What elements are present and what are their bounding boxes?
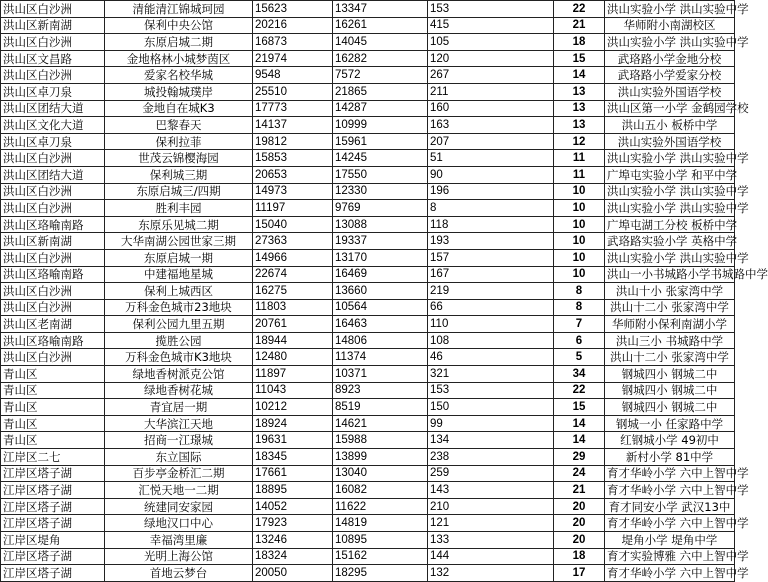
district-cell: 洪山区白沙洲 [1,349,105,366]
table-row [1,266,735,283]
average-price-cell: 15988 [333,432,428,449]
rank-cell: 8 [554,283,605,300]
school-district-cell: 广埠屯湖工分校 板桥中学 [605,216,735,233]
rank-cell: 24 [554,465,605,482]
rank-cell: 20 [554,532,605,549]
table-row [1,299,735,316]
listing-price-cell: 14052 [253,498,333,515]
listing-price-cell: 12480 [253,349,333,366]
rank-cell: 10 [554,233,605,250]
average-price-cell: 8923 [333,382,428,399]
table-row [1,532,735,549]
table-row [1,200,735,217]
rank-cell: 22 [554,382,605,399]
listing-price-cell: 20216 [253,17,333,34]
rank-cell: 13 [554,83,605,100]
community-name-cell: 中建福地星城 [105,266,253,283]
community-name-cell: 青宜居一期 [105,399,253,416]
community-name-cell: 保利城三期 [105,166,253,183]
listing-count-cell: 196 [428,183,554,200]
rank-cell: 18 [554,548,605,565]
community-name-cell: 东立国际 [105,449,253,466]
average-price-cell: 13170 [333,249,428,266]
average-price-cell: 14245 [333,150,428,167]
listing-price-cell: 17923 [253,515,333,532]
district-cell: 洪山区白沙洲 [1,183,105,200]
table-row [1,233,735,250]
listing-price-cell: 19631 [253,432,333,449]
listing-count-cell: 210 [428,498,554,515]
listing-count-cell: 259 [428,465,554,482]
listing-price-cell: 14973 [253,183,333,200]
rank-cell: 14 [554,67,605,84]
school-district-cell: 洪山实验小学 洪山实验中学 [605,34,735,51]
table-row [1,498,735,515]
average-price-cell: 17550 [333,166,428,183]
community-name-cell: 胜利丰园 [105,200,253,217]
table-row [1,565,735,582]
listing-count-cell: 167 [428,266,554,283]
community-name-cell: 大华滨江天地 [105,415,253,432]
table-row [1,349,735,366]
school-district-cell: 洪山实验小学 洪山实验中学 [605,200,735,217]
listing-count-cell: 66 [428,299,554,316]
community-name-cell: 绿地汉口中心 [105,515,253,532]
listing-count-cell: 134 [428,432,554,449]
district-cell: 江岸区塔子湖 [1,548,105,565]
community-name-cell: 东原启城一期 [105,249,253,266]
listing-price-cell: 10212 [253,399,333,416]
community-name-cell: 万科金色城市K3地块 [105,349,253,366]
rank-cell: 10 [554,216,605,233]
listing-price-cell: 11897 [253,366,333,383]
district-cell: 洪山区珞喻南路 [1,332,105,349]
average-price-cell: 21865 [333,83,428,100]
average-price-cell: 14819 [333,515,428,532]
community-name-cell: 东原乐见城二期 [105,216,253,233]
average-price-cell: 7572 [333,67,428,84]
district-cell: 青山区 [1,415,105,432]
listing-price-cell: 15623 [253,1,333,18]
average-price-cell: 16082 [333,482,428,499]
community-name-cell: 万科金色城市23地块 [105,299,253,316]
listing-count-cell: 144 [428,548,554,565]
average-price-cell: 15162 [333,548,428,565]
rank-cell: 12 [554,133,605,150]
community-name-cell: 大华南湖公园世家三期 [105,233,253,250]
listing-price-cell: 16873 [253,34,333,51]
listing-count-cell: 267 [428,67,554,84]
district-cell: 青山区 [1,366,105,383]
average-price-cell: 12330 [333,183,428,200]
listing-price-cell: 11197 [253,200,333,217]
rank-cell: 18 [554,34,605,51]
listing-price-cell: 20761 [253,316,333,333]
listing-price-cell: 22674 [253,266,333,283]
table-row [1,399,735,416]
community-name-cell: 幸福湾里廉 [105,532,253,549]
average-price-cell: 14621 [333,415,428,432]
average-price-cell: 13660 [333,283,428,300]
average-price-cell: 10564 [333,299,428,316]
district-cell: 洪山区白沙洲 [1,299,105,316]
rank-cell: 14 [554,432,605,449]
school-district-cell: 洪山十二小 张家湾中学 [605,299,735,316]
table-row [1,548,735,565]
community-name-cell: 巴黎春天 [105,117,253,134]
school-district-cell: 育才同安小学 武汉13中 [605,498,735,515]
district-cell: 洪山区白沙洲 [1,283,105,300]
community-name-cell: 保利公园九里五期 [105,316,253,333]
listing-price-cell: 27363 [253,233,333,250]
school-district-cell: 武珞路实验小学 英格中学 [605,233,735,250]
listing-price-cell: 18944 [253,332,333,349]
community-name-cell: 保利拉菲 [105,133,253,150]
table-row [1,382,735,399]
listing-price-cell: 21974 [253,50,333,67]
listing-count-cell: 160 [428,100,554,117]
district-cell: 洪山区团结大道 [1,100,105,117]
district-cell: 江岸区二七 [1,449,105,466]
listing-count-cell: 207 [428,133,554,150]
school-district-cell: 洪山十二小 张家湾中学 [605,349,735,366]
listing-price-cell: 18324 [253,548,333,565]
school-district-cell: 洪山实验外国语学校 [605,133,735,150]
listing-price-cell: 19812 [253,133,333,150]
school-district-cell: 华师附小南湖校区 [605,17,735,34]
listing-price-cell: 25510 [253,83,333,100]
table-row [1,133,735,150]
listing-price-cell: 13246 [253,532,333,549]
school-district-cell: 洪山实验小学 洪山实验中学 [605,1,735,18]
listing-count-cell: 105 [428,34,554,51]
average-price-cell: 14287 [333,100,428,117]
listing-count-cell: 153 [428,382,554,399]
listing-count-cell: 110 [428,316,554,333]
school-district-cell: 育才华岭小学 六中上智中学 [605,565,735,582]
school-district-cell: 武珞路小学爱家分校 [605,67,735,84]
district-cell: 江岸区塔子湖 [1,515,105,532]
listing-count-cell: 415 [428,17,554,34]
rank-cell: 11 [554,150,605,167]
rank-cell: 5 [554,349,605,366]
school-district-cell: 育才华岭小学 六中上智中学 [605,465,735,482]
district-cell: 洪山区白沙洲 [1,200,105,217]
rank-cell: 29 [554,449,605,466]
table-row [1,117,735,134]
school-district-cell: 育才实验博雅 六中上智中学 [605,548,735,565]
average-price-cell: 10371 [333,366,428,383]
school-district-cell: 洪山五小 板桥中学 [605,117,735,134]
listing-count-cell: 8 [428,200,554,217]
rank-cell: 21 [554,17,605,34]
average-price-cell: 8519 [333,399,428,416]
district-cell: 洪山区白沙洲 [1,249,105,266]
listing-price-cell: 18895 [253,482,333,499]
table-row [1,249,735,266]
district-cell: 洪山区白沙洲 [1,1,105,18]
listing-count-cell: 121 [428,515,554,532]
rank-cell: 6 [554,332,605,349]
rank-cell: 15 [554,50,605,67]
district-cell: 洪山区新南湖 [1,233,105,250]
listing-count-cell: 163 [428,117,554,134]
school-district-cell: 洪山实验小学 洪山实验中学 [605,183,735,200]
district-cell: 青山区 [1,382,105,399]
average-price-cell: 11374 [333,349,428,366]
listing-price-cell: 18924 [253,415,333,432]
rank-cell: 21 [554,482,605,499]
community-name-cell: 首地云梦台 [105,565,253,582]
listing-count-cell: 120 [428,50,554,67]
listing-price-cell: 11043 [253,382,333,399]
community-name-cell: 绿地香树花城 [105,382,253,399]
school-district-cell: 广埠屯实验小学 和平中学 [605,166,735,183]
school-district-cell: 洪山三小 书城路中学 [605,332,735,349]
listing-count-cell: 193 [428,233,554,250]
rank-cell: 14 [554,415,605,432]
community-name-cell: 爱家名校华城 [105,67,253,84]
district-cell: 洪山区文化大道 [1,117,105,134]
table-row [1,166,735,183]
school-district-cell: 育才华岭小学 六中上智中学 [605,515,735,532]
table-row [1,332,735,349]
average-price-cell: 10895 [333,532,428,549]
listing-count-cell: 157 [428,249,554,266]
community-name-cell: 清能清江锦城珂园 [105,1,253,18]
table-row [1,283,735,300]
community-name-cell: 保利中央公馆 [105,17,253,34]
district-cell: 洪山区白沙洲 [1,150,105,167]
table-row [1,34,735,51]
rank-cell: 10 [554,266,605,283]
table-row [1,482,735,499]
listing-count-cell: 46 [428,349,554,366]
average-price-cell: 10999 [333,117,428,134]
community-name-cell: 统建同安家园 [105,498,253,515]
district-cell: 洪山区白沙洲 [1,67,105,84]
average-price-cell: 18295 [333,565,428,582]
district-cell: 江岸区堤角 [1,532,105,549]
community-name-cell: 金地格林小城梦茵区 [105,50,253,67]
school-district-cell: 钢城一小 任家路中学 [605,415,735,432]
district-cell: 江岸区塔子湖 [1,482,105,499]
listing-count-cell: 321 [428,366,554,383]
school-district-cell: 洪山十小 张家湾中学 [605,283,735,300]
table-row [1,316,735,333]
school-district-cell: 新村小学 81中学 [605,449,735,466]
community-name-cell: 东原启城二期 [105,34,253,51]
average-price-cell: 11622 [333,498,428,515]
average-price-cell: 9769 [333,200,428,217]
district-cell: 洪山区老南湖 [1,316,105,333]
listing-count-cell: 51 [428,150,554,167]
rank-cell: 10 [554,183,605,200]
table-body [1,1,768,582]
school-district-cell: 钢城四小 钢城二中 [605,399,735,416]
listing-price-cell: 15853 [253,150,333,167]
average-price-cell: 13899 [333,449,428,466]
community-name-cell: 光明上海公馆 [105,548,253,565]
listing-price-cell: 15040 [253,216,333,233]
listing-count-cell: 99 [428,415,554,432]
listing-price-cell: 17661 [253,465,333,482]
school-district-cell: 洪山实验小学 洪山实验中学 [605,249,735,266]
district-cell: 洪山区团结大道 [1,166,105,183]
average-price-cell: 16463 [333,316,428,333]
community-name-cell: 保利上城西区 [105,283,253,300]
school-district-cell: 洪山一小书城路小学书城路中学 [605,266,735,283]
listing-price-cell: 14137 [253,117,333,134]
listing-price-cell: 9548 [253,67,333,84]
community-name-cell: 城投翰城璞岸 [105,83,253,100]
table-row [1,415,735,432]
listing-count-cell: 219 [428,283,554,300]
table-row [1,17,735,34]
table-row [1,449,735,466]
table-row [1,465,735,482]
listing-price-cell: 20050 [253,565,333,582]
school-district-cell: 洪山实验外国语学校 [605,83,735,100]
district-cell: 洪山区白沙洲 [1,34,105,51]
district-cell: 洪山区珞喻南路 [1,216,105,233]
listing-count-cell: 118 [428,216,554,233]
listing-count-cell: 150 [428,399,554,416]
district-cell: 洪山区新南湖 [1,17,105,34]
district-cell: 青山区 [1,432,105,449]
table-row [1,50,735,67]
school-district-cell: 钢城四小 钢城二中 [605,366,735,383]
listing-count-cell: 153 [428,1,554,18]
table-row [1,366,735,383]
rank-cell: 8 [554,299,605,316]
average-price-cell: 13040 [333,465,428,482]
rank-cell: 22 [554,1,605,18]
community-name-cell: 东原启城三/四期 [105,183,253,200]
school-district-cell: 堤角小学 堤角中学 [605,532,735,549]
community-name-cell: 百步亭金桥汇二期 [105,465,253,482]
rank-cell: 10 [554,200,605,217]
average-price-cell: 14045 [333,34,428,51]
table-row [1,1,735,18]
school-district-cell: 钢城四小 钢城二中 [605,382,735,399]
school-district-cell: 红钢城小学 49初中 [605,432,735,449]
listing-count-cell: 132 [428,565,554,582]
district-cell: 洪山区珞喻南路 [1,266,105,283]
district-cell: 洪山区文昌路 [1,50,105,67]
table-row [1,67,735,84]
rank-cell: 11 [554,166,605,183]
rank-cell: 13 [554,117,605,134]
rank-cell: 20 [554,515,605,532]
listing-price-cell: 18345 [253,449,333,466]
listing-count-cell: 143 [428,482,554,499]
rank-cell: 15 [554,399,605,416]
table-row [1,100,735,117]
average-price-cell: 14806 [333,332,428,349]
rank-cell: 17 [554,565,605,582]
school-district-cell: 武珞路小学金地分校 [605,50,735,67]
table-row [1,432,735,449]
average-price-cell: 19337 [333,233,428,250]
district-cell: 青山区 [1,399,105,416]
table-row [1,216,735,233]
listing-count-cell: 211 [428,83,554,100]
listing-price-cell: 17773 [253,100,333,117]
table-row [1,150,735,167]
district-cell: 洪山区卓刀泉 [1,83,105,100]
listing-count-cell: 133 [428,532,554,549]
average-price-cell: 15961 [333,133,428,150]
listing-count-cell: 238 [428,449,554,466]
average-price-cell: 13088 [333,216,428,233]
rank-cell: 34 [554,366,605,383]
listing-price-cell: 16275 [253,283,333,300]
district-cell: 江岸区塔子湖 [1,465,105,482]
school-district-cell: 洪山实验小学 洪山实验中学 [605,150,735,167]
community-name-cell: 揽胜公园 [105,332,253,349]
average-price-cell: 16282 [333,50,428,67]
school-district-cell: 华师附小保利南湖小学 [605,316,735,333]
listing-count-cell: 108 [428,332,554,349]
rank-cell: 20 [554,498,605,515]
average-price-cell: 16261 [333,17,428,34]
community-name-cell: 绿地香树派克公馆 [105,366,253,383]
rank-cell: 7 [554,316,605,333]
school-district-cell: 洪山区第一小学 金鹤园学校 [605,100,735,117]
table-row [1,515,735,532]
table-row [1,183,735,200]
district-cell: 江岸区塔子湖 [1,565,105,582]
listing-price-cell: 20653 [253,166,333,183]
rank-cell: 13 [554,100,605,117]
average-price-cell: 13347 [333,1,428,18]
school-district-cell: 育才华岭小学 六中上智中学 [605,482,735,499]
community-name-cell: 世茂云锦樱海园 [105,150,253,167]
rank-cell: 10 [554,249,605,266]
district-cell: 江岸区塔子湖 [1,498,105,515]
average-price-cell: 16469 [333,266,428,283]
listing-price-cell: 14966 [253,249,333,266]
community-name-cell: 金地自在城K3 [105,100,253,117]
community-name-cell: 汇悦天地一二期 [105,482,253,499]
listing-count-cell: 90 [428,166,554,183]
table-row [1,83,735,100]
district-cell: 洪山区卓刀泉 [1,133,105,150]
listing-price-cell: 11803 [253,299,333,316]
community-name-cell: 招商一江璟城 [105,432,253,449]
